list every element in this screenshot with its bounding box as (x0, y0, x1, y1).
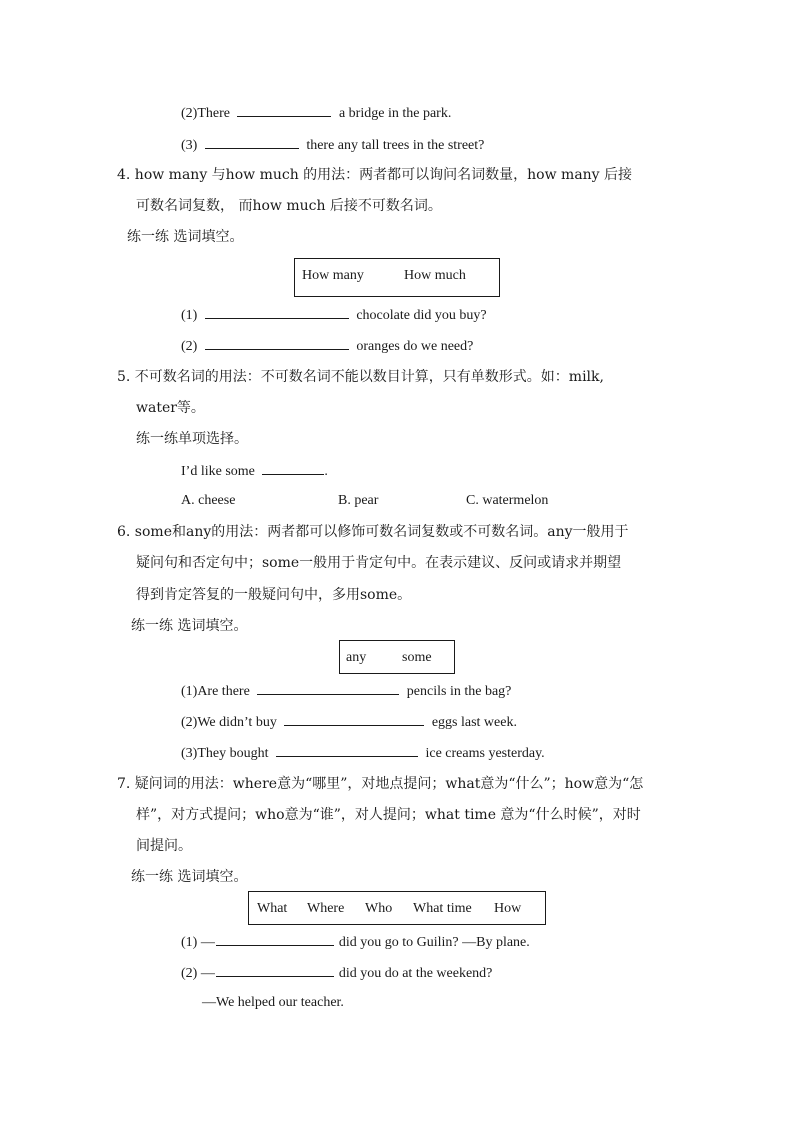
s3-question-3 (181, 135, 484, 155)
s5-option-b[interactable]: B. pear (338, 493, 379, 508)
s5-rule-line-2: water等。 (136, 400, 205, 416)
s4-rule-line-1: 4. how many 与how much 的用法：两者都可以询问名词数量，how many 后接 (117, 167, 633, 183)
s5-question (181, 461, 328, 481)
s7-q1-suffix: did you go to Guilin? —By plane. (338, 935, 530, 950)
s6-q2-suffix: eggs last week. (431, 715, 517, 730)
s6-q2-blank[interactable] (284, 712, 424, 726)
s4-q1-prefix: (1) (181, 308, 198, 323)
s7-rule-line-3: 间提问。 (136, 838, 192, 854)
s6-question-2 (181, 712, 517, 732)
s5-question-end: . (324, 464, 328, 479)
s3-q3-prefix: (3) (181, 138, 198, 153)
s4-q2-blank[interactable] (205, 336, 349, 350)
s6-rule-line-1: 6. some和any的用法：两者都可以修饰可数名词复数或不可数名词。any一般用于 (117, 524, 629, 540)
s7-q2-prefix: (2) — (181, 966, 215, 981)
s5-practice-heading: 练一练单项选择。 (136, 431, 248, 447)
s6-rule-line-3: 得到肯定答复的一般疑问句中，多用some。 (136, 587, 412, 603)
s3-q2-prefix: (2)There (181, 106, 230, 121)
s7-question-1 (181, 932, 530, 952)
s7-word-what: What (257, 901, 288, 916)
s7-question-2 (181, 963, 492, 983)
s7-word-where: Where (307, 901, 345, 916)
s7-practice-heading: 练一练 选词填空。 (131, 869, 248, 885)
s4-practice-heading: 练一练 选词填空。 (127, 229, 244, 245)
s7-q1-blank[interactable] (216, 932, 334, 946)
s6-q3-prefix: (3)They bought (181, 746, 269, 761)
s6-q1-suffix: pencils in the bag? (406, 684, 512, 699)
s4-question-1 (181, 305, 487, 325)
s5-question-blank[interactable] (262, 461, 324, 475)
s3-q3-suffix: there any tall trees in the street? (306, 138, 485, 153)
s6-question-3 (181, 743, 545, 763)
s4-q1-suffix: chocolate did you buy? (356, 308, 487, 323)
s7-word-what-time: What time (413, 901, 472, 916)
s5-question-text: I’d like some (181, 464, 255, 479)
s6-rule-line-2: 疑问句和否定句中；some一般用于肯定句中。在表示建议、反问或请求并期望 (136, 555, 622, 571)
s4-q2-prefix: (2) (181, 339, 198, 354)
s6-question-1 (181, 681, 511, 701)
s5-option-c[interactable]: C. watermelon (466, 493, 549, 508)
s4-q1-blank[interactable] (205, 305, 349, 319)
s4-question-2 (181, 336, 473, 356)
s4-word-how-many: How many (302, 268, 364, 283)
s3-question-2 (181, 103, 451, 123)
s7-rule-line-1: 7. 疑问词的用法：where意为“哪里”，对地点提问；what意为“什么”；how意为“怎 (117, 776, 644, 792)
s7-rule-line-2: 样”，对方式提问；who意为“谁”，对人提问；what time 意为“什么时候”，对时 (136, 807, 641, 823)
s7-q1-prefix: (1) — (181, 935, 215, 950)
s6-q3-blank[interactable] (276, 743, 418, 757)
s6-word-some: some (402, 650, 432, 665)
s7-word-who: Who (365, 901, 393, 916)
s3-q3-blank[interactable] (205, 135, 299, 149)
s6-word-any: any (346, 650, 367, 665)
s7-q2-answer: —We helped our teacher. (202, 995, 344, 1010)
s3-q2-blank[interactable] (237, 103, 331, 117)
s3-q2-suffix: a bridge in the park. (338, 106, 452, 121)
s4-word-how-much: How much (404, 268, 466, 283)
s7-q2-suffix: did you do at the weekend? (338, 966, 493, 981)
s7-word-how: How (494, 901, 522, 916)
s5-option-a[interactable]: A. cheese (181, 493, 236, 508)
s4-q2-suffix: oranges do we need? (356, 339, 474, 354)
s6-q1-blank[interactable] (257, 681, 399, 695)
s6-q3-suffix: ice creams yesterday. (425, 746, 545, 761)
s6-q2-prefix: (2)We didn’t buy (181, 715, 277, 730)
s7-q2-blank[interactable] (216, 963, 334, 977)
s5-rule-line-1: 5. 不可数名词的用法：不可数名词不能以数目计算，只有单数形式。如：milk, (117, 369, 604, 385)
s4-rule-line-2: 可数名词复数， 而how much 后接不可数名词。 (136, 198, 442, 214)
s6-q1-prefix: (1)Are there (181, 684, 250, 699)
s6-practice-heading: 练一练 选词填空。 (131, 618, 248, 634)
